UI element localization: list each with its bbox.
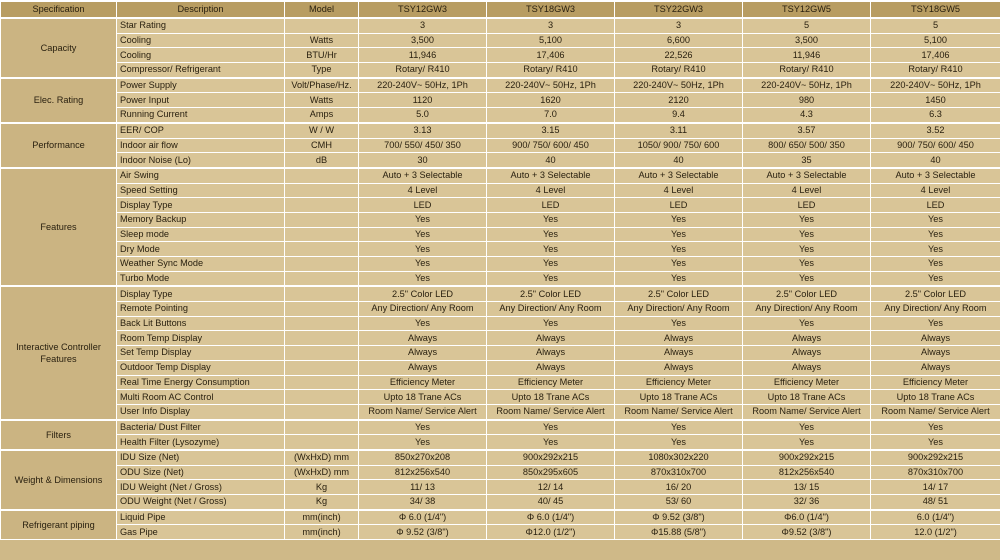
row-description: ODU Size (Net) [117,465,285,480]
row-unit: Kg [285,480,359,495]
row-description: Speed Setting [117,183,285,198]
table-row [1,198,1000,213]
row-unit: Type [285,63,359,78]
row-description: Multi Room AC Control [117,390,285,405]
row-unit [285,435,359,450]
value-cell: Always [487,360,615,375]
value-cell: Yes [615,420,743,435]
value-cell: 220-240V~ 50Hz, 1Ph [359,78,487,93]
table-row [1,271,1000,286]
value-cell: 812x256x540 [743,465,871,480]
value-cell: 900/ 750/ 600/ 450 [871,138,1000,153]
value-cell: 1620 [487,93,615,108]
value-cell: Yes [743,271,871,286]
value-cell: Yes [871,435,1000,450]
value-cell: 2.5" Color LED [487,286,615,301]
table-row [1,480,1000,495]
value-cell: Yes [359,271,487,286]
group-label: Capacity [1,18,117,78]
value-cell: 6.3 [871,108,1000,123]
value-cell: 2.5" Color LED [871,286,1000,301]
value-cell: Upto 18 Trane ACs [871,390,1000,405]
value-cell: Φ 6.0 (1/4") [487,510,615,525]
row-unit: Amps [285,108,359,123]
row-unit [285,271,359,286]
value-cell: 5 [743,18,871,33]
value-cell: Yes [615,271,743,286]
value-cell: 11,946 [743,48,871,63]
table-row [1,316,1000,331]
value-cell: Yes [487,227,615,242]
value-cell: 900x292x215 [487,450,615,465]
row-description: Compressor/ Refrigerant [117,63,285,78]
value-cell: 12.0 (1/2") [871,525,1000,540]
header-model-2: TSY18GW3 [487,1,615,18]
value-cell: Yes [615,257,743,272]
value-cell: Yes [871,316,1000,331]
table-row [1,242,1000,257]
value-cell: 40/ 45 [487,495,615,510]
value-cell: Rotary/ R410 [615,63,743,78]
group-label: Interactive Controller Features [1,286,117,419]
table-row [1,360,1000,375]
value-cell: 9.4 [615,108,743,123]
value-cell: 14/ 17 [871,480,1000,495]
row-description: Sleep mode [117,227,285,242]
value-cell: 16/ 20 [615,480,743,495]
header-description: Description [117,1,285,18]
value-cell: Rotary/ R410 [743,63,871,78]
header-model-3: TSY22GW3 [615,1,743,18]
value-cell: Yes [743,242,871,257]
row-unit [285,257,359,272]
value-cell: 12/ 14 [487,480,615,495]
value-cell: Upto 18 Trane ACs [359,390,487,405]
row-unit: Volt/Phase/Hz. [285,78,359,93]
value-cell: LED [743,198,871,213]
row-description: EER/ COP [117,123,285,138]
value-cell: 3 [615,18,743,33]
value-cell: Upto 18 Trane ACs [487,390,615,405]
table-row [1,302,1000,317]
value-cell: 3,500 [743,33,871,48]
value-cell: Auto + 3 Selectable [871,168,1000,183]
row-description: Room Temp Display [117,331,285,346]
value-cell: Auto + 3 Selectable [487,168,615,183]
row-description: Display Type [117,286,285,301]
row-unit [285,18,359,33]
value-cell: 220-240V~ 50Hz, 1Ph [615,78,743,93]
value-cell: 4 Level [359,183,487,198]
value-cell: 7.0 [487,108,615,123]
value-cell: 980 [743,93,871,108]
value-cell: 700/ 550/ 450/ 350 [359,138,487,153]
value-cell: Yes [487,271,615,286]
table-row [1,465,1000,480]
value-cell: Φ6.0 (1/4") [743,510,871,525]
header-model: Model [285,1,359,18]
row-description: IDU Weight (Net / Gross) [117,480,285,495]
group-label: Weight & Dimensions [1,450,117,510]
row-unit: (WxHxD) mm [285,465,359,480]
table-row [1,420,1000,435]
table-row [1,390,1000,405]
value-cell: Φ15.88 (5/8") [615,525,743,540]
row-unit [285,404,359,419]
value-cell: Yes [487,316,615,331]
table-row [1,331,1000,346]
row-unit [285,302,359,317]
value-cell: 5,100 [487,33,615,48]
table-row [1,510,1000,525]
value-cell: 11/ 13 [359,480,487,495]
value-cell: Yes [871,271,1000,286]
row-description: Cooling [117,33,285,48]
group-label: Filters [1,420,117,450]
row-description: Air Swing [117,168,285,183]
row-description: IDU Size (Net) [117,450,285,465]
row-description: Real Time Energy Consumption [117,375,285,390]
row-unit: CMH [285,138,359,153]
value-cell: 2.5" Color LED [743,286,871,301]
value-cell: LED [615,198,743,213]
value-cell: 32/ 36 [743,495,871,510]
value-cell: Yes [871,420,1000,435]
value-cell: 3.13 [359,123,487,138]
table-row [1,138,1000,153]
row-description: Dry Mode [117,242,285,257]
value-cell: 4 Level [743,183,871,198]
table-row [1,450,1000,465]
value-cell: 3 [359,18,487,33]
value-cell: Always [743,360,871,375]
value-cell: 40 [487,153,615,168]
value-cell: 17,406 [487,48,615,63]
header-model-4: TSY12GW5 [743,1,871,18]
row-unit [285,227,359,242]
row-description: Power Supply [117,78,285,93]
table-row [1,227,1000,242]
value-cell: Yes [359,420,487,435]
value-cell: Yes [743,420,871,435]
value-cell: 22,526 [615,48,743,63]
value-cell: Yes [615,227,743,242]
value-cell: Rotary/ R410 [487,63,615,78]
value-cell: Upto 18 Trane ACs [743,390,871,405]
value-cell: Always [871,331,1000,346]
row-description: Bacteria/ Dust Filter [117,420,285,435]
value-cell: 4 Level [615,183,743,198]
value-cell: LED [359,198,487,213]
row-unit [285,346,359,361]
value-cell: Upto 18 Trane ACs [615,390,743,405]
value-cell: 34/ 38 [359,495,487,510]
value-cell: Yes [615,435,743,450]
value-cell: 5.0 [359,108,487,123]
row-unit [285,198,359,213]
row-unit: mm(inch) [285,525,359,540]
table-row [1,78,1000,93]
row-description: ODU Weight (Net / Gross) [117,495,285,510]
value-cell: 1080x302x220 [615,450,743,465]
table-row [1,525,1000,540]
row-unit: Kg [285,495,359,510]
value-cell: Always [359,346,487,361]
value-cell: Room Name/ Service Alert [359,404,487,419]
table-row [1,183,1000,198]
group-label: Performance [1,123,117,168]
value-cell: Φ 9.52 (3/8") [359,525,487,540]
value-cell: 1120 [359,93,487,108]
row-description: User Info Display [117,404,285,419]
value-cell: Always [487,346,615,361]
value-cell: 3.11 [615,123,743,138]
value-cell: 800/ 650/ 500/ 350 [743,138,871,153]
table-row [1,435,1000,450]
value-cell: Always [615,331,743,346]
value-cell: 40 [871,153,1000,168]
value-cell: 3 [487,18,615,33]
value-cell: 6.0 (1/4") [871,510,1000,525]
row-description: Back Lit Buttons [117,316,285,331]
value-cell: 4.3 [743,108,871,123]
value-cell: 900/ 750/ 600/ 450 [487,138,615,153]
value-cell: Yes [743,316,871,331]
value-cell: Always [615,360,743,375]
row-unit: dB [285,153,359,168]
value-cell: 6,600 [615,33,743,48]
value-cell: 11,946 [359,48,487,63]
value-cell: Auto + 3 Selectable [743,168,871,183]
value-cell: 3.52 [871,123,1000,138]
row-unit [285,331,359,346]
value-cell: Always [743,331,871,346]
row-description: Gas Pipe [117,525,285,540]
table-row [1,257,1000,272]
header-row [1,1,1000,18]
value-cell: 5 [871,18,1000,33]
table-row [1,108,1000,123]
row-unit: (WxHxD) mm [285,450,359,465]
value-cell: Rotary/ R410 [359,63,487,78]
table-row [1,212,1000,227]
value-cell: Auto + 3 Selectable [615,168,743,183]
value-cell: Yes [487,420,615,435]
value-cell: Yes [871,242,1000,257]
value-cell: Efficiency Meter [615,375,743,390]
value-cell: Room Name/ Service Alert [871,404,1000,419]
value-cell: Yes [359,316,487,331]
value-cell: 53/ 60 [615,495,743,510]
table-row [1,18,1000,33]
value-cell: 870x310x700 [615,465,743,480]
value-cell: 900x292x215 [871,450,1000,465]
row-description: Set Temp Display [117,346,285,361]
header-model-1: TSY12GW3 [359,1,487,18]
value-cell: 220-240V~ 50Hz, 1Ph [871,78,1000,93]
value-cell: Yes [487,435,615,450]
value-cell: 2120 [615,93,743,108]
row-description: Memory Backup [117,212,285,227]
row-unit [285,286,359,301]
row-unit [285,168,359,183]
value-cell: Yes [615,212,743,227]
row-unit: Watts [285,93,359,108]
row-unit [285,360,359,375]
value-cell: Yes [359,242,487,257]
value-cell: Yes [743,212,871,227]
value-cell: Yes [487,257,615,272]
row-description: Indoor air flow [117,138,285,153]
row-description: Power Input [117,93,285,108]
value-cell: 5,100 [871,33,1000,48]
value-cell: 220-240V~ 50Hz, 1Ph [487,78,615,93]
value-cell: Auto + 3 Selectable [359,168,487,183]
row-unit: mm(inch) [285,510,359,525]
value-cell: LED [871,198,1000,213]
value-cell: Yes [871,257,1000,272]
table-row [1,33,1000,48]
value-cell: Yes [359,212,487,227]
value-cell: Yes [743,435,871,450]
table-row [1,153,1000,168]
value-cell: 1050/ 900/ 750/ 600 [615,138,743,153]
value-cell: 220-240V~ 50Hz, 1Ph [743,78,871,93]
table-body [1,18,1000,540]
value-cell: Yes [743,257,871,272]
value-cell: Yes [615,316,743,331]
table-row [1,168,1000,183]
value-cell: 850x295x605 [487,465,615,480]
row-unit [285,212,359,227]
row-unit [285,375,359,390]
value-cell: 870x310x700 [871,465,1000,480]
group-label: Features [1,168,117,287]
value-cell: 2.5" Color LED [615,286,743,301]
row-description: Weather Sync Mode [117,257,285,272]
value-cell: 3.15 [487,123,615,138]
header-model-5: TSY18GW5 [871,1,1000,18]
value-cell: Room Name/ Service Alert [487,404,615,419]
value-cell: Any Direction/ Any Room [359,302,487,317]
value-cell: Yes [871,212,1000,227]
table-row [1,495,1000,510]
value-cell: Yes [359,257,487,272]
value-cell: Φ 6.0 (1/4") [359,510,487,525]
value-cell: LED [487,198,615,213]
group-label: Refrigerant piping [1,510,117,540]
value-cell: 850x270x208 [359,450,487,465]
header-specification: Specification [1,1,117,18]
row-description: Health Filter (Lysozyme) [117,435,285,450]
value-cell: Φ9.52 (3/8") [743,525,871,540]
group-label: Elec. Rating [1,78,117,123]
row-unit: BTU/Hr [285,48,359,63]
row-description: Turbo Mode [117,271,285,286]
value-cell: Efficiency Meter [743,375,871,390]
value-cell: 1450 [871,93,1000,108]
row-unit: Watts [285,33,359,48]
value-cell: Yes [487,242,615,257]
value-cell: Efficiency Meter [359,375,487,390]
value-cell: 40 [615,153,743,168]
row-unit [285,183,359,198]
value-cell: 3.57 [743,123,871,138]
value-cell: 900x292x215 [743,450,871,465]
value-cell: Yes [615,242,743,257]
row-unit [285,390,359,405]
row-unit [285,242,359,257]
value-cell: Always [871,360,1000,375]
value-cell: Always [615,346,743,361]
value-cell: Room Name/ Service Alert [743,404,871,419]
row-unit [285,420,359,435]
row-unit: W / W [285,123,359,138]
row-description: Liquid Pipe [117,510,285,525]
value-cell: Yes [359,227,487,242]
value-cell: 2.5" Color LED [359,286,487,301]
table-row [1,346,1000,361]
value-cell: 30 [359,153,487,168]
value-cell: Efficiency Meter [871,375,1000,390]
value-cell: Φ12.0 (1/2") [487,525,615,540]
value-cell: Yes [871,227,1000,242]
value-cell: 4 Level [487,183,615,198]
table-row [1,48,1000,63]
value-cell: 4 Level [871,183,1000,198]
value-cell: Always [359,331,487,346]
value-cell: Room Name/ Service Alert [615,404,743,419]
value-cell: Any Direction/ Any Room [743,302,871,317]
table-row [1,123,1000,138]
table-row [1,404,1000,419]
value-cell: Efficiency Meter [487,375,615,390]
value-cell: 812x256x540 [359,465,487,480]
row-description: Remote Pointing [117,302,285,317]
row-description: Outdoor Temp Display [117,360,285,375]
row-description: Star Rating [117,18,285,33]
value-cell: 48/ 51 [871,495,1000,510]
table-row [1,286,1000,301]
value-cell: Always [743,346,871,361]
row-description: Running Current [117,108,285,123]
value-cell: Always [359,360,487,375]
value-cell: 17,406 [871,48,1000,63]
table-row [1,375,1000,390]
value-cell: 3,500 [359,33,487,48]
row-description: Indoor Noise (Lo) [117,153,285,168]
value-cell: Any Direction/ Any Room [487,302,615,317]
table-row [1,63,1000,78]
value-cell: 13/ 15 [743,480,871,495]
value-cell: Any Direction/ Any Room [615,302,743,317]
value-cell: Always [871,346,1000,361]
row-description: Cooling [117,48,285,63]
value-cell: Always [487,331,615,346]
row-description: Display Type [117,198,285,213]
value-cell: Rotary/ R410 [871,63,1000,78]
value-cell: Any Direction/ Any Room [871,302,1000,317]
table-header [1,1,1000,18]
value-cell: Φ 9.52 (3/8") [615,510,743,525]
value-cell: Yes [359,435,487,450]
table-row [1,93,1000,108]
value-cell: Yes [743,227,871,242]
value-cell: 35 [743,153,871,168]
value-cell: Yes [487,212,615,227]
row-unit [285,316,359,331]
